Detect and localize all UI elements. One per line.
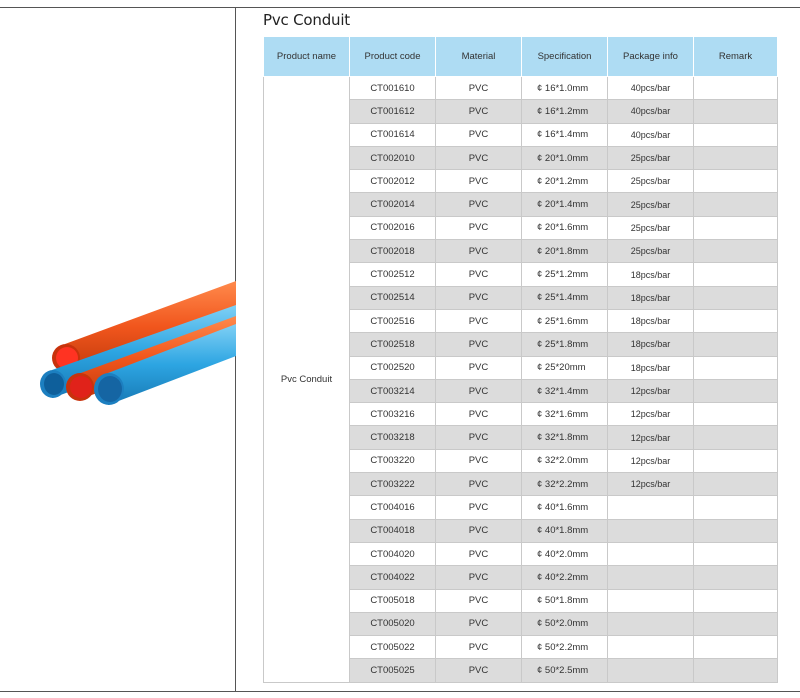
remark-cell [694, 519, 778, 542]
product-code-cell: CT004020 [350, 542, 436, 565]
pvc-conduit-pipes-image [30, 270, 236, 420]
header-specification: Specification [522, 37, 608, 77]
spec-table [263, 36, 778, 683]
remark-cell [694, 589, 778, 612]
specification-cell: ¢ 40*1.6mm [522, 496, 608, 519]
product-code-cell: CT002512 [350, 263, 436, 286]
material-cell: PVC [436, 193, 522, 216]
specification-cell: ¢ 20*1.8mm [522, 240, 608, 263]
specification-cell: ¢ 40*2.2mm [522, 566, 608, 589]
remark-cell [694, 309, 778, 332]
top-rule [0, 7, 800, 8]
product-code-cell: CT003216 [350, 403, 436, 426]
product-code-cell: CT005018 [350, 589, 436, 612]
header-material: Material [436, 37, 522, 77]
remark-cell [694, 286, 778, 309]
specification-cell: ¢ 20*1.0mm [522, 146, 608, 169]
material-cell: PVC [436, 403, 522, 426]
header-remark: Remark [694, 37, 778, 77]
remark-cell [694, 77, 778, 100]
remark-cell [694, 612, 778, 635]
package-info-cell: 12pcs/bar [608, 449, 694, 472]
package-info-cell: 25pcs/bar [608, 193, 694, 216]
material-cell: PVC [436, 519, 522, 542]
product-code-cell: CT002012 [350, 170, 436, 193]
product-code-cell: CT002014 [350, 193, 436, 216]
material-cell: PVC [436, 286, 522, 309]
package-info-cell: 25pcs/bar [608, 146, 694, 169]
remark-cell [694, 542, 778, 565]
product-code-cell: CT005025 [350, 659, 436, 682]
remark-cell [694, 170, 778, 193]
product-code-cell: CT003218 [350, 426, 436, 449]
specification-cell: ¢ 32*1.8mm [522, 426, 608, 449]
material-cell: PVC [436, 309, 522, 332]
package-info-cell: 25pcs/bar [608, 240, 694, 263]
package-info-cell: 12pcs/bar [608, 403, 694, 426]
product-code-cell: CT003222 [350, 473, 436, 496]
specification-cell: ¢ 32*1.4mm [522, 379, 608, 402]
specification-cell: ¢ 25*1.4mm [522, 286, 608, 309]
remark-cell [694, 100, 778, 123]
material-cell: PVC [436, 426, 522, 449]
material-cell: PVC [436, 146, 522, 169]
package-info-cell: 18pcs/bar [608, 286, 694, 309]
product-code-cell: CT001614 [350, 123, 436, 146]
package-info-cell: 40pcs/bar [608, 100, 694, 123]
remark-cell [694, 123, 778, 146]
product-code-cell: CT002010 [350, 146, 436, 169]
material-cell: PVC [436, 449, 522, 472]
specification-cell: ¢ 25*1.2mm [522, 263, 608, 286]
package-info-cell: 18pcs/bar [608, 309, 694, 332]
specification-cell: ¢ 50*1.8mm [522, 589, 608, 612]
product-code-cell: CT003220 [350, 449, 436, 472]
remark-cell [694, 333, 778, 356]
package-info-cell: 18pcs/bar [608, 263, 694, 286]
specification-cell: ¢ 25*1.8mm [522, 333, 608, 356]
material-cell: PVC [436, 333, 522, 356]
product-code-cell: CT001612 [350, 100, 436, 123]
material-cell: PVC [436, 77, 522, 100]
remark-cell [694, 193, 778, 216]
specification-cell: ¢ 20*1.6mm [522, 216, 608, 239]
specification-cell: ¢ 20*1.2mm [522, 170, 608, 193]
material-cell: PVC [436, 612, 522, 635]
product-code-cell: CT001610 [350, 77, 436, 100]
specification-cell: ¢ 32*2.2mm [522, 473, 608, 496]
package-info-cell: 18pcs/bar [608, 356, 694, 379]
material-cell: PVC [436, 379, 522, 402]
specification-cell: ¢ 50*2.0mm [522, 612, 608, 635]
spec-table-body [264, 77, 778, 683]
specification-cell: ¢ 50*2.2mm [522, 636, 608, 659]
material-cell: PVC [436, 216, 522, 239]
remark-cell [694, 356, 778, 379]
package-info-cell: 12pcs/bar [608, 426, 694, 449]
product-code-cell: CT004018 [350, 519, 436, 542]
section-title: Pvc Conduit [263, 11, 350, 29]
package-info-cell: 18pcs/bar [608, 333, 694, 356]
product-code-cell: CT005020 [350, 612, 436, 635]
product-name-cell: Pvc Conduit [264, 77, 350, 683]
product-code-cell: CT002514 [350, 286, 436, 309]
material-cell: PVC [436, 636, 522, 659]
bottom-rule [0, 691, 800, 692]
remark-cell [694, 379, 778, 402]
specification-cell: ¢ 16*1.0mm [522, 77, 608, 100]
package-info-cell [608, 496, 694, 519]
material-cell: PVC [436, 473, 522, 496]
specification-cell: ¢ 32*1.6mm [522, 403, 608, 426]
package-info-cell [608, 542, 694, 565]
package-info-cell: 25pcs/bar [608, 216, 694, 239]
specification-cell: ¢ 40*2.0mm [522, 542, 608, 565]
material-cell: PVC [436, 240, 522, 263]
material-cell: PVC [436, 542, 522, 565]
table-row [264, 77, 778, 100]
header-product-code: Product code [350, 37, 436, 77]
remark-cell [694, 449, 778, 472]
package-info-cell: 12pcs/bar [608, 473, 694, 496]
remark-cell [694, 566, 778, 589]
package-info-cell [608, 519, 694, 542]
remark-cell [694, 146, 778, 169]
material-cell: PVC [436, 659, 522, 682]
specification-cell: ¢ 16*1.2mm [522, 100, 608, 123]
remark-cell [694, 636, 778, 659]
remark-cell [694, 473, 778, 496]
product-code-cell: CT002016 [350, 216, 436, 239]
spec-table-header [264, 37, 778, 77]
package-info-cell: 40pcs/bar [608, 77, 694, 100]
material-cell: PVC [436, 123, 522, 146]
material-cell: PVC [436, 263, 522, 286]
specification-cell: ¢ 32*2.0mm [522, 449, 608, 472]
material-cell: PVC [436, 170, 522, 193]
specification-cell: ¢ 25*1.6mm [522, 309, 608, 332]
package-info-cell [608, 612, 694, 635]
package-info-cell: 25pcs/bar [608, 170, 694, 193]
remark-cell [694, 403, 778, 426]
package-info-cell [608, 636, 694, 659]
product-code-cell: CT002516 [350, 309, 436, 332]
header-row [264, 37, 778, 77]
product-code-cell: CT004016 [350, 496, 436, 519]
product-code-cell: CT004022 [350, 566, 436, 589]
specification-cell: ¢ 50*2.5mm [522, 659, 608, 682]
product-code-cell: CT002520 [350, 356, 436, 379]
remark-cell [694, 426, 778, 449]
remark-cell [694, 216, 778, 239]
package-info-cell [608, 589, 694, 612]
package-info-cell: 40pcs/bar [608, 123, 694, 146]
material-cell: PVC [436, 496, 522, 519]
remark-cell [694, 263, 778, 286]
package-info-cell: 12pcs/bar [608, 379, 694, 402]
product-code-cell: CT002518 [350, 333, 436, 356]
product-code-cell: CT005022 [350, 636, 436, 659]
product-code-cell: CT003214 [350, 379, 436, 402]
specification-cell: ¢ 20*1.4mm [522, 193, 608, 216]
package-info-cell [608, 659, 694, 682]
header-product-name: Product name [264, 37, 350, 77]
specification-cell: ¢ 40*1.8mm [522, 519, 608, 542]
remark-cell [694, 240, 778, 263]
specification-cell: ¢ 25*20mm [522, 356, 608, 379]
product-code-cell: CT002018 [350, 240, 436, 263]
material-cell: PVC [436, 100, 522, 123]
material-cell: PVC [436, 566, 522, 589]
remark-cell [694, 496, 778, 519]
package-info-cell [608, 566, 694, 589]
material-cell: PVC [436, 356, 522, 379]
material-cell: PVC [436, 589, 522, 612]
specification-cell: ¢ 16*1.4mm [522, 123, 608, 146]
header-package-info: Package info [608, 37, 694, 77]
remark-cell [694, 659, 778, 682]
